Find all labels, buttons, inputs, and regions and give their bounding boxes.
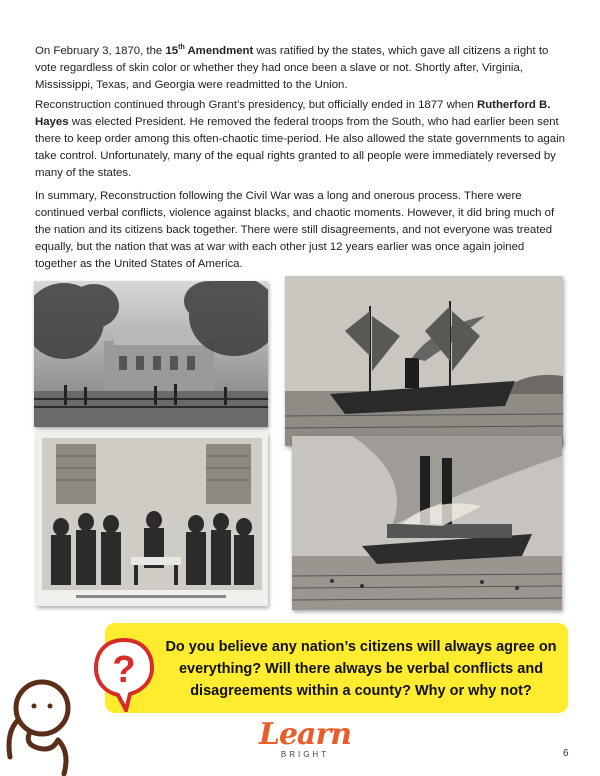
question-bubble-icon bbox=[92, 638, 156, 712]
historic-photo-steamship bbox=[285, 276, 563, 446]
logo-brand: Learn bbox=[258, 717, 352, 752]
text: was elected President. He removed the federal troops from the South, who had earlier been sent there to keep order among this often-chaotic time-period. He also allowed the state governments to again take control. Unfortunately, many of the equal rights granted to all people were immediately reversed by many of the states. bbox=[35, 116, 565, 179]
text: was ratified by the states, which gave all citizens a right to vote regardless of skin color or whether they had once been a slave or not. Shortly after, Virginia, Mississippi, Texas, and Georgia were readmitted to the Union. bbox=[35, 44, 549, 91]
paragraph-reconstruction-end bbox=[35, 97, 567, 182]
logo-subtitle: BRIGHT bbox=[280, 750, 330, 759]
text: Amendment bbox=[184, 44, 254, 57]
page-number: 6 bbox=[563, 748, 569, 759]
historic-engraving-burning-steamboat bbox=[292, 436, 562, 610]
discussion-question-text: Do you believe any nation’s citizens will always agree on everything? Will there always be verbal conflicts and disagreements within a county? Why or why not? bbox=[165, 639, 557, 699]
superscript: th bbox=[178, 44, 185, 51]
thinking-person-icon bbox=[0, 662, 85, 776]
historic-photo-town-scene bbox=[34, 281, 268, 427]
text: Reconstruction continued through Grant’s presidency, but officially ended in 1877 when bbox=[35, 99, 477, 111]
text: On February 3, 1870, the bbox=[35, 44, 166, 57]
question-mark-glyph: ? bbox=[112, 649, 136, 691]
bold-term-hayes: Rutherford B. Hayes bbox=[35, 99, 551, 128]
paragraph-15th-amendment bbox=[35, 39, 567, 94]
historic-engraving-meeting bbox=[36, 432, 268, 606]
paragraph-summary: In summary, Reconstruction following the Civil War was a long and onerous process. There were continued verbal conflicts, violence against blacks, and chaotic moments. However, it did bring much of the nation and its citizens back together. There were still disagreements, and not everyone was treated equally, but the nation that was at war with each other just 12 years earlier was once again joined together as the United States of America. bbox=[35, 190, 555, 270]
learn-bright-logo bbox=[240, 718, 370, 770]
text: 15 bbox=[165, 44, 179, 57]
bold-term-15th-amendment bbox=[165, 45, 253, 57]
discussion-question-box bbox=[105, 623, 568, 713]
